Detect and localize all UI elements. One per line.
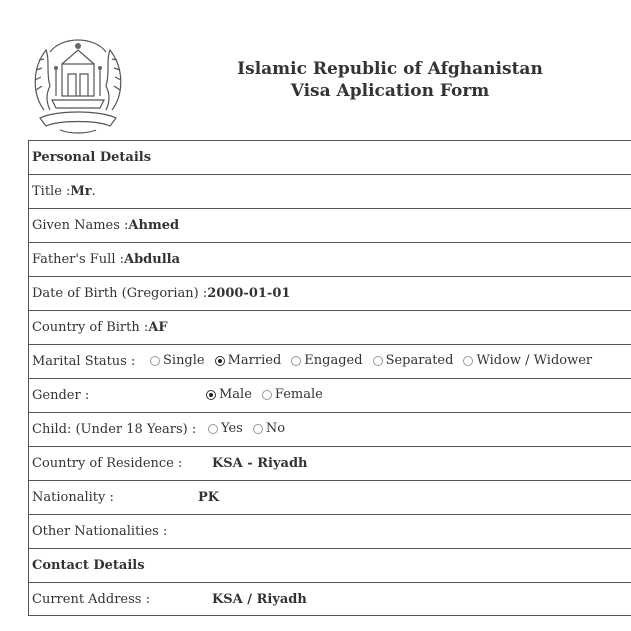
radio-label: Engaged [304, 353, 363, 369]
country-of-birth-value: AF [148, 320, 168, 335]
radio-button[interactable] [463, 356, 473, 366]
radio-button[interactable] [150, 356, 160, 366]
radio-button[interactable] [373, 356, 383, 366]
form-name: Visa Aplication Form [290, 81, 490, 101]
afghanistan-emblem-icon [26, 30, 130, 138]
row-date-of-birth [29, 276, 631, 310]
given-names-label: Given Names : [32, 218, 129, 233]
marital-status-option-widow-widower[interactable] [463, 353, 592, 368]
radio-label: Widow / Widower [476, 353, 593, 369]
row-title [29, 174, 631, 208]
section-label: Contact Details [32, 558, 145, 573]
row-child [29, 412, 631, 446]
row-given-names [29, 208, 631, 242]
marital-status-option-separated[interactable] [373, 353, 454, 368]
row-marital-status [29, 344, 631, 378]
country-title: Islamic Republic of Afghanistan [237, 59, 543, 79]
section-personal-details [29, 140, 631, 174]
radio-button[interactable] [262, 390, 272, 400]
gender-label: Gender : [32, 388, 90, 403]
section-label: Personal Details [32, 150, 152, 165]
address-value: KSA / Riyadh [212, 591, 307, 607]
address-label: Current Address : [32, 591, 150, 607]
marital-status-label: Marital Status : [32, 354, 136, 369]
radio-label: Female [274, 387, 323, 403]
child-option-no[interactable] [253, 421, 285, 436]
marital-status-option-single[interactable] [150, 353, 205, 368]
child-option-yes[interactable] [208, 421, 243, 436]
radio-button[interactable] [291, 356, 301, 366]
row-gender [29, 378, 631, 412]
fathers-name-label: Father's Full : [32, 252, 124, 267]
nationality-label: Nationality : [32, 490, 114, 505]
given-names-value: Ahmed [128, 218, 180, 233]
dob-label: Date of Birth (Gregorian) : [32, 286, 208, 301]
title-value: Mr [70, 184, 92, 199]
title-suffix: . [91, 184, 96, 199]
radio-label: Single [163, 353, 205, 369]
row-current-address [29, 582, 631, 616]
marital-status-option-married[interactable] [215, 353, 282, 368]
marital-status-radio-group [150, 353, 602, 370]
radio-button[interactable] [253, 424, 263, 434]
fathers-name-value: Abdulla [124, 252, 181, 267]
child-label: Child: (Under 18 Years) : [32, 422, 197, 437]
radio-button[interactable] [215, 356, 225, 366]
radio-label: Male [219, 387, 252, 403]
radio-button[interactable] [206, 390, 216, 400]
radio-label: Yes [221, 421, 243, 437]
section-contact-details [29, 548, 631, 582]
row-other-nationalities [29, 514, 631, 548]
row-nationality [29, 480, 631, 514]
dob-value: 2000-01-01 [207, 286, 291, 301]
row-country-of-residence [29, 446, 631, 480]
nationality-value: PK [198, 490, 220, 505]
radio-label: Separated [385, 353, 454, 369]
visa-form [28, 140, 631, 616]
residence-value: KSA - Riyadh [212, 456, 308, 471]
marital-status-option-engaged[interactable] [291, 353, 362, 368]
form-header [0, 0, 631, 140]
gender-option-female[interactable] [262, 387, 323, 402]
gender-radio-group [206, 387, 333, 404]
row-fathers-name [29, 242, 631, 276]
child-radio-group [208, 421, 295, 438]
title-label: Title : [32, 184, 71, 199]
form-title [190, 58, 590, 102]
radio-label: No [265, 421, 286, 437]
gender-option-male[interactable] [206, 387, 252, 402]
radio-button[interactable] [208, 424, 218, 434]
row-country-of-birth [29, 310, 631, 344]
other-nationalities-label: Other Nationalities : [32, 524, 168, 539]
radio-label: Married [227, 353, 282, 369]
country-of-birth-label: Country of Birth : [32, 320, 149, 335]
residence-label: Country of Residence : [32, 456, 183, 471]
